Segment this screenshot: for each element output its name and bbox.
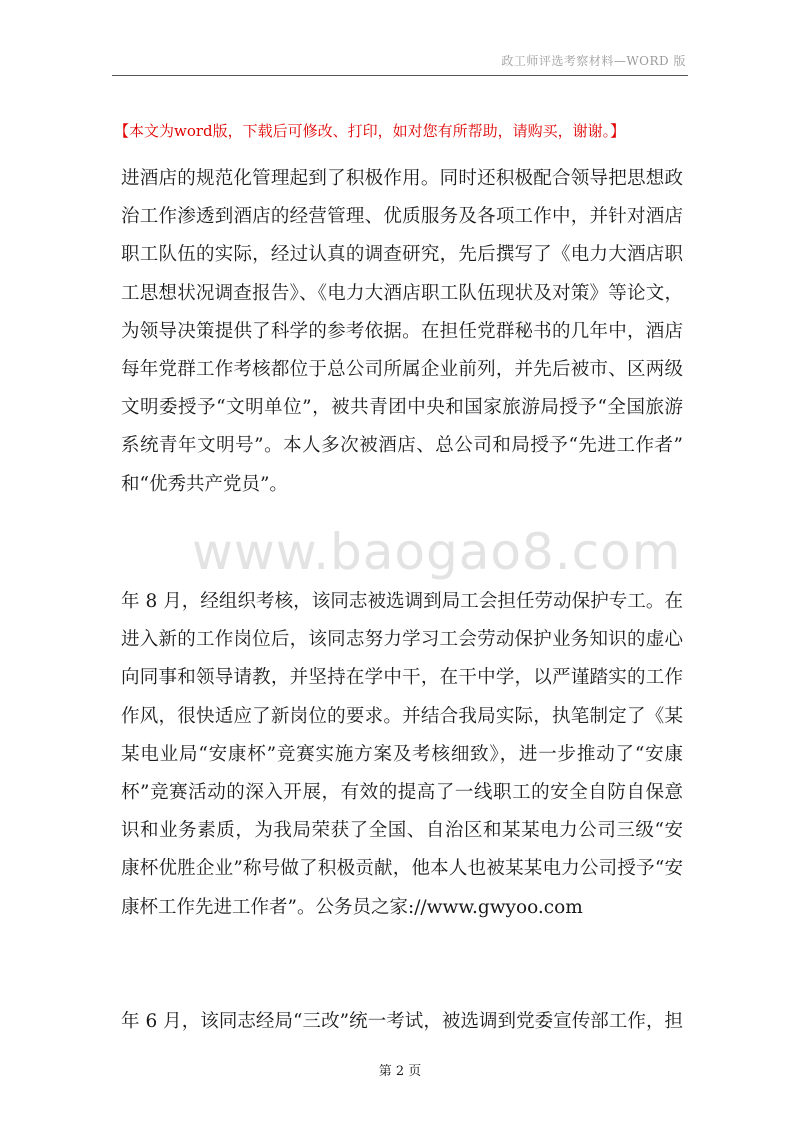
text-line: 文明委授予“文明单位”，被共青团中央和国家旅游局授予“全国旅游: [121, 397, 683, 419]
text-line: 系统青年文明号”。本人多次被酒店、总公司和局授予“先进工作者”: [121, 435, 683, 457]
text-line: 进入新的工作岗位后，该同志努力学习工会劳动保护业务知识的虚心: [121, 629, 683, 651]
paragraph-1: [121, 160, 683, 504]
text-line: 为领导决策提供了科学的参考依据。在担任党群秘书的几年中，酒店: [121, 320, 683, 342]
text-line: 杯”竞赛活动的深入开展，有效的提高了一线职工的安全自防自保意: [121, 782, 683, 804]
text-line: 职工队伍的实际，经过认真的调查研究，先后撰写了《电力大酒店职: [121, 244, 683, 266]
page-number: 第 2 页: [378, 1064, 422, 1079]
text-line: 康杯优胜企业”称号做了积极贡献，他本人也被某某电力公司授予“安: [121, 858, 683, 880]
text-line: 工思想状况调查报告》、《电力大酒店职工队伍现状及对策》等论文，: [121, 282, 683, 304]
purchase-notice: 【本文为word版，下载后可修改、打印，如对您有所帮助，请购买，谢谢。】: [114, 122, 626, 140]
text-line: 识和业务素质，为我局荣获了全国、自治区和某某电力公司三级“安: [121, 820, 683, 842]
watermark: www.baogao8.com: [192, 523, 682, 581]
text-line: 作风，很快适应了新岗位的要求。并结合我局实际，执笔制定了《某: [121, 705, 683, 727]
text-line: 治工作渗透到酒店的经营管理、优质服务及各项工作中，并针对酒店: [121, 206, 683, 228]
text-line: 年 6 月，该同志经局“三改”统一考试，被选调到党委宣传部工作，担: [121, 1011, 683, 1032]
text-line: 和“优秀共产党员”。: [121, 473, 288, 495]
paragraph-2: [121, 583, 683, 927]
text-line: 每年党群工作考核都位于总公司所属企业前列，并先后被市、区两级: [121, 359, 683, 381]
text-line: 某电业局“安康杯”竞赛实施方案及考核细致》，进一步推动了“安康: [121, 743, 683, 765]
page-header-title: 政工师评选考察材料—WORD 版: [501, 54, 686, 68]
paragraph-3: [121, 1003, 683, 1041]
text-line: 向同事和领导请教，并坚持在学中干，在干中学，以严谨踏实的工作: [121, 667, 683, 689]
header-divider: [112, 75, 688, 76]
text-line: 年 8 月，经组织考核，该同志被选调到局工会担任劳动保护专工。在: [121, 591, 683, 612]
text-line: 康杯工作先进工作者”。公务员之家://www.gwyoo.com: [121, 896, 583, 918]
text-line: 进酒店的规范化管理起到了积极作用。同时还积极配合领导把思想政: [121, 168, 683, 189]
